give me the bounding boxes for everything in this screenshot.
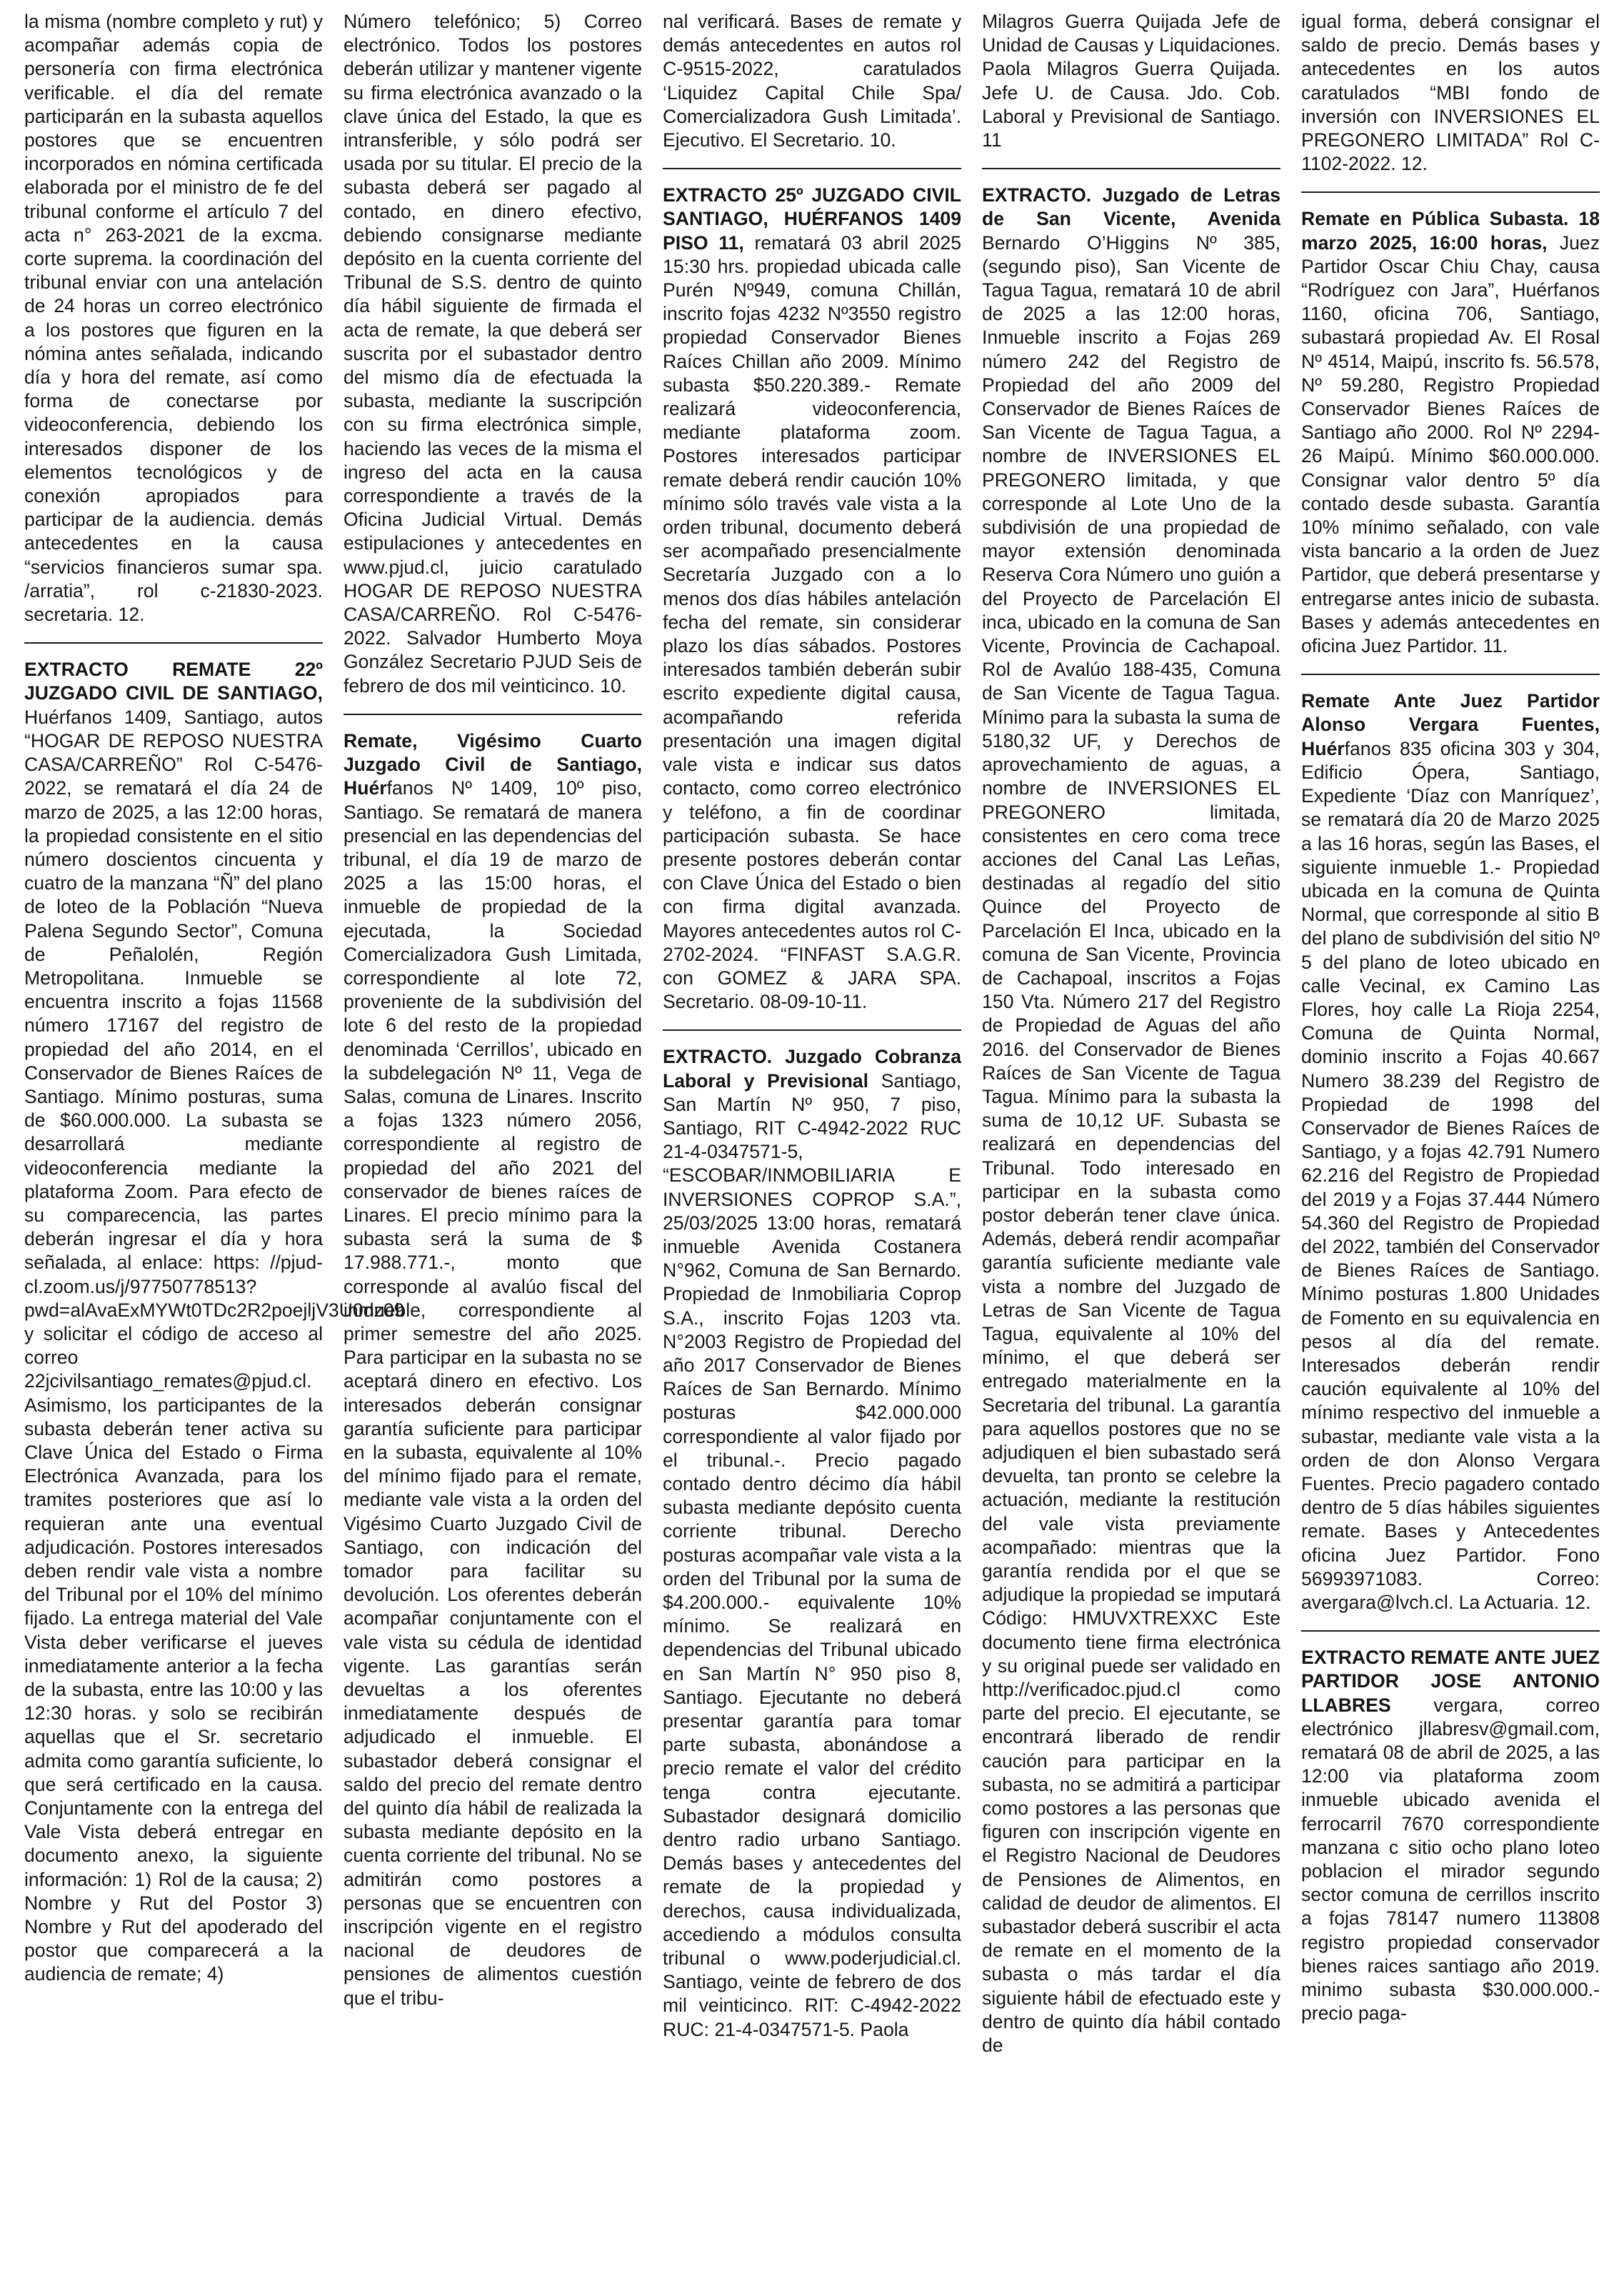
notice-divider [24,642,323,644]
notice-title: EXTRACTO 25º JUZGADO CIVIL SANTIAGO, HUÉRFANOS 1409 PISO 11, [663,184,961,254]
notice [982,184,1280,2057]
notice-divider [1301,674,1600,675]
notice-divider [344,714,642,715]
column-4 [982,10,1280,2279]
notice-title: Remate, Vigésimo Cuarto Juzgado Civil de Santiago, Huér [344,729,642,799]
notice [663,1045,961,2042]
notice [1301,1646,1600,2025]
notice-title: EXTRACTO. Juzgado Cobranza Laboral y Previsional [663,1046,961,1092]
notice-body: Juez Partidor Oscar Chiu Chay, causa “Rodríguez con Jara”, Huérfanos 1160, oficina 706, Santiago, subastará propiedad Av. El Rosal Nº 4514, Maipú, inscrito fs. 56.578, Nº 59.280, Registro Propiedad Conservador Bienes Raíces de Santiago año 2000. Rol Nº 2294-26 Maipú. Mínimo $60.000.000. Consignar valor dentro 5º día contado desde subasta. Garantía 10% mínimo señalado, con vale vista bancario a la orden de Juez Partidor, que deberá presentarse y entregarse antes inicio de subasta. Bases y además antecedentes en oficina Juez Partidor. 11. [1301,231,1600,657]
notice-body: Huérfanos 1409, Santiago, autos “HOGAR DE REPOSO NUESTRA CASA/CARREÑO” Rol C-5476-2022, se rematará el día 24 de marzo de 2025, a las 12:00 horas, la propiedad consistente en el sitio número doscientos cincuenta y cuatro de la manzana “Ñ” del plano de loteo de la Población “Nueva Palena Segundo Sector”, Comuna de Peñalolén, Región Metropolitana. Inmueble se encuentra inscrito a fojas 11568 número 17167 del registro de propiedad del año 2014, en el Conservador de Bienes Raíces de Santiago. Mínimo posturas, suma de $60.000.000. La subasta se desarrollará mediante videoconferencia mediante la plataforma Zoom. Para efecto de su comparecencia, las partes deberán ingresar el día y hora señalada, al enlace: https: //pjud-cl.zoom.us/j/97750778513?pwd=alAvaExMYWt0TDc2R2poejljV3U0dz09 y solicitar el código de acceso al correo 22jcivilsantiago_remates@pjud.cl. Asimismo, los participantes de la subasta deberán tener activa su Clave Única del Estado o Firma Electrónica Avanzada, para los tramites posteriores que así lo requieran ante una eventual adjudicación. Postores interesados deben rendir vale vista a nombre del Tribunal por el 10% del mínimo fijado. La entrega material del Vale Vista deber verificarse el jueves inmediatamente anterior a la fecha de la subasta, entre las 10:00 y las 12:30 horas. y solo se recibirán aquellas que el Sr. secretario admita como garantía suficiente, lo que será certificado en la causa. Conjuntamente con la entrega del Vale Vista deberá entregar en documento anexo, la siguiente información: 1) Rol de la causa; 2) Nombre y Rut del Postor 3) Nombre y Rut del apoderado del postor que comparecerá a la audiencia de remate; 4) [24,706,405,1985]
notice-body: fanos 835 oficina 303 y 304, Edificio Ópera, Santiago, Expediente ‘Díaz con Manríquez’, se rematará día 20 de Marzo 2025 a las 16 horas, según las Bases, el siguiente inmueble 1.- Propiedad ubicada en la comuna de Quinta Normal, que corresponde al sitio B del plano de subdivisión del sitio Nº 5 del plano de loteo ubicado en calle Vecinal, ex Camino Las Flores, hoy calle La Rioja 2254, Comuna de Quinta Normal, dominio inscrito a Fojas 40.667 Numero 38.239 del Registro de Propiedad de 1998 del Conservador de Bienes Raíces de Santiago, y a fojas 42.791 Numero 62.216 del Registro de Propiedad del 2019 y a Fojas 37.444 Número 54.360 del Registro de Propiedad del 2022, también del Conservador de Bienes Raíces de Santiago. Mínimo posturas 1.800 Unidades de Fomento en su equivalencia en pesos al día del remate. Interesados deberán rendir caución equivalente al 10% del mínimo respectivo del inmueble a subastar, mediante vale vista a la orden de don Alonso Vergara Fuentes. Precio pagadero contado dentro de 5 días hábiles siguientes remate. Bases y Antecedentes oficina Juez Partidor. Fono 56993971083. Correo: avergara@lvch.cl. La Actuaria. 12. [1301,737,1600,1613]
notice-divider [663,168,961,169]
notice-body: nal verificará. Bases de remate y demás antecedentes en autos rol C-9515-2022, caratulados ‘Liquidez Capital Chile Spa/ Comercializadora Gush Limitada’. Ejecutivo. El Secretario. 10. [663,11,961,151]
column-1 [24,10,405,2279]
notice-divider [982,168,1280,169]
notice [24,658,405,1986]
notice-divider [1301,191,1600,193]
column-3 [663,10,961,2279]
notice-title: Remate en Pública Subasta. 18 marzo 2025, 16:00 horas, [1301,208,1600,254]
column-5 [1301,10,1600,2279]
notice-body: igual forma, deberá consignar el saldo de precio. Demás bases y antecedentes en los autos caratulados “MBI fondo de inversión con INVERSIONES EL PREGONERO LIMITADA” Rol C-1102-2022. 12. [1301,11,1600,175]
notice-title: EXTRACTO REMATE ANTE JUEZ PARTIDOR JOSE ANTONIO LLABRES [1301,1647,1600,1716]
notice-title: EXTRACTO REMATE 22º JUZGADO CIVIL DE SANTIAGO, [24,659,323,704]
notice-title: Remate Ante Juez Partidor Alonso Vergara Fuentes, Huér [1301,690,1600,759]
notice-body: rematará 03 abril 2025 15:30 hrs. propiedad ubicada calle Purén Nº949, comuna Chillán, inscrito fojas 4232 Nº3550 registro propiedad Conservador Bienes Raíces Chillan año 2009. Mínimo subasta $50.220.389.- Remate realizará videoconferencia, mediante plataforma zoom. Postores interesados participar remate deberá rendir caución 10% mínimo sólo través vale vista a la orden tribunal, documento deberá ser acompañado presencialmente Secretaría Juzgado con a lo menos dos días hábiles antelación fecha del remate, sin considerar plazo los días sábados. Postores interesados también deberán subir escrito expediente digital causa, acompañando referida presentación una imagen digital vale vista e indicar sus datos contacto, como correo electrónico y teléfono, a fin de coordinar participación subasta. Se hace presente postores deberán contar con Clave Única del Estado o bien con firma digital avanzada. Mayores antecedentes autos rol C-2702-2024. “FINFAST S.A.G.R. con GOMEZ & JARA SPA. Secretario. 08-09-10-11. [663,231,962,1013]
notice [663,184,961,1014]
notice-body: Milagros Guerra Quijada Jefe de Unidad de Causas y Liquidaciones. Paola Milagros Guerra Quijada. Jefe U. de Causa. Jdo. Cob. Laboral y Previsional de Santiago. 11 [982,11,1280,151]
notice-body: la misma (nombre completo y rut) y acompañar además copia de personería con firma electrónica verificable. el día del remate participarán en la subasta aquellos postores que se encuentren incorporados en nómina certificada elaborada por el ministro de fe del tribunal conforme el artículo 7 del acta n° 263-2021 de la excma. corte suprema. la coordinación del tribunal enviar con una antelación de 24 horas un correo electrónico a los postores que figuren en la nómina antes señalada, indicando día y hora del remate, así como forma de conectarse por videoconferencia, debiendo los interesados disponer de los elementos tecnológicos y de conexión apropiados para participar de la audiencia. demás antecedentes en la causa “servicios financieros sumar spa. /arratia”, rol c-21830-2023. secretaria. 12. [24,11,323,626]
notice-divider [1301,1630,1600,1632]
notice [1301,207,1600,658]
notice-body: Número telefónico; 5) Correo electrónico. Todos los postores deberán utilizar y mantener vigente su firma electrónica avanzado o la clave única del Estado, la que es intransferible, y sólo podrá ser usada por su titular. El precio de la subasta deberá ser pagado al contado, en dinero efectivo, debiendo consignarse mediante depósito en la cuenta corriente del Tribunal de S.S. dentro de quinto día hábil siguiente de firmada el acta de remate, la que deberá ser suscrita por el subastador dentro del mismo día de efectuada la subasta, mediante la suscripción con su firma electrónica simple, haciendo las veces de la misma el ingreso del acta en la causa correspondiente a través de la Oficina Judicial Virtual. Demás estipulaciones y antecedentes en www.pjud.cl, juicio caratulado HOGAR DE REPOSO NUESTRA CASA/CARREÑO. Rol C-5476-2022. Salvador Humberto Moya González Secretario PJUD Seis de febrero de dos mil veinticinco. 10. [344,11,642,697]
column-2 [344,10,642,2279]
notice-divider [663,1029,961,1031]
notice [1301,689,1600,1614]
notice-body: Santiago, San Martín Nº 950, 7 piso, Santiago, RIT C-4942-2022 RUC 21-4-0347571-5, “ESCOBAR/INMOBILIARIA E INVERSIONES COPROP S.A.”, 25/03/2025 13:00 horas, rematará inmueble Avenida Costanera N°962, Comuna de San Bernardo. Propiedad de Inmobiliaria Coprop S.A., inscrito Fojas 1203 vta. N°2003 Registro de Propiedad del año 2017 Conservador de Bienes Raíces de San Bernardo. Mínimo posturas $42.000.000 correspondiente al valor fijado por el tribunal.-. Precio pagado contado dentro décimo día hábil subasta mediante depósito cuenta corriente tribunal. Derecho posturas acompañar vale vista a la orden del Tribunal por la suma de $4.200.000.- equivalente 10% mínimo. Se realizará en dependencias del Tribunal ubicado en San Martín N° 950 piso 8, Santiago. Ejecutante no deberá presentar garantía para tomar parte subasta, abonándose a precio remate el valor del crédito tenga contra ejecutante. Subastador designará domicilio dentro radio urbano Santiago. Demás bases y antecedentes del remate de la propiedad y derechos, causa individualizada, accediendo a módulos consulta tribunal o www.poderjudicial.cl. Santiago, veinte de febrero de dos mil veinticinco. RIT: C-4942-2022 RUC: 21-4-0347571-5. Paola [663,1069,961,2040]
notice-body: vergara, correo electrónico jllabresv@gmail.com, rematará 08 de abril de 2025, a las 12:00 via plataforma zoom inmueble ubicado avenida el ferrocarril 7670 correspondiente manzana c sitio ocho plano loteo poblacion el mirador segundo sector comuna de cerrillos inscrito a fojas 78147 numero 113808 registro propiedad conservador bienes raices santiago año 2019. minimo subasta $30.000.000.- precio paga- [1301,1694,1600,2025]
notice-body: fanos Nº 1409, 10º piso, Santiago. Se rematará de manera presencial en las dependencias del tribunal, el día 19 de marzo de 2025 a las 15:00 horas, el inmueble de propiedad de la ejecutada, la Sociedad Comercializadora Gush Limitada, correspondiente al lote 72, proveniente de la subdivisión del lote 6 del resto de la propiedad denominada ‘Cerrillos’, ubicado en la subdelegación Nº 11, Vega de Salas, comuna de Linares. Inscrito a fojas 1323 número 2056, correspondiente al registro de propiedad del año 2021 del conservador de bienes raíces de Linares. El precio mínimo para la subasta será la suma de $ 17.988.771.-, monto que corresponde al avalúo fiscal del inmueble, correspondiente al primer semestre del año 2025. Para participar en la subasta no se aceptará dinero en efectivo. Los interesados deberán consignar garantía suficiente para participar en la subasta, equivalente al 10% del mínimo fijado para el remate, mediante vale vista a la orden del Vigésimo Cuarto Juzgado Civil de Santiago, con indicación del tomador para facilitar su devolución. Los oferentes deberán acompañar conjuntamente con el vale vista su cédula de identidad vigente. Las garantías serán devueltas a los oferentes inmediatamente después de adjudicado el inmueble. El subastador deberá consignar el saldo del precio del remate dentro del quinto día hábil de realizada la subasta mediante depósito en la cuenta corriente del tribunal. No se admitirán como postores a personas que se encuentren con inscripción vigente en el registro nacional de deudores de pensiones de alimentos cuestión que el tribu- [344,777,642,2009]
notice-title: EXTRACTO. Juzgado de Letras de San Vicente, Avenida [982,184,1280,230]
notice [344,729,642,2010]
notice-body: Bernardo O’Higgins Nº 385, (segundo piso), San Vicente de Tagua Tagua, rematará 10 de abril de 2025 a las 12:00 horas, Inmueble inscrito a Fojas 269 número 242 del Registro de Propiedad del año 2009 del Conservador de Bienes Raíces de San Vicente de Tagua Tagua, a nombre de INVERSIONES EL PREGONERO limitada, y que corresponde al Lote Uno de la subdivisión de una propiedad de mayor extensión denominada Reserva Cora Número uno guión a del Proyecto de Parcelación El inca, ubicado en la comuna de San Vicente, Provincia de Cachapoal. Rol de Avalúo 188-435, Comuna de San Vicente de Tagua Tagua. Mínimo para la subasta la suma de 5180,32 UF, y Derechos de aprovechamiento de aguas, a nombre de INVERSIONES EL PREGONERO limitada, consistentes en cero coma trece acciones del Canal Las Leñas, destinadas al regadío del sitio Quince del Proyecto de Parcelación El Inca, ubicado en la comuna de San Vicente, Provincia de Cachapoal, inscritos a Fojas 150 Vta. Número 217 del Registro de Propiedad de Aguas del año 2016. del Conservador de Bienes Raíces de San Vicente de Tagua Tagua. Mínimo para la subasta la suma de 10,12 UF. Subasta se realizará en dependencias del Tribunal. Todo interesado en participar en la subasta como postor deberán tener clave única. Además, deberá rendir acompañar garantía suficiente mediante vale vista a nombre del Juzgado de Letras de San Vicente de Tagua Tagua, equivalente al 10% del mínimo, el que deberá ser entregado materialmente en la Secretaria del tribunal. La garantía para aquellos postores que no se adjudiquen el bien subastado será devuelta, tan pronto se celebre la actuación, mediante la restitución del vale vista previamente acompañado: mientras que la garantía rendida por el que se adjudique la propiedad se imputará Código: HMUVXTREXXC Este documento tiene firma electrónica y su original puede ser validado en http://verificadoc.pjud.cl como parte del precio. El ejecutante, se encontrará liberado de rendir caución para participar en la subasta, no se admitirá a participar como postores a las personas que figuren con inscripción vigente en el Registro Nacional de Deudores de Pensiones de Alimentos, en calidad de deudor de alimentos. El subastador deberá suscribir el acta de remate en el momento de la subasta o más tardar el día siguiente hábil de efectuado este y dentro de quinto día hábil contado de [982,231,1280,2057]
